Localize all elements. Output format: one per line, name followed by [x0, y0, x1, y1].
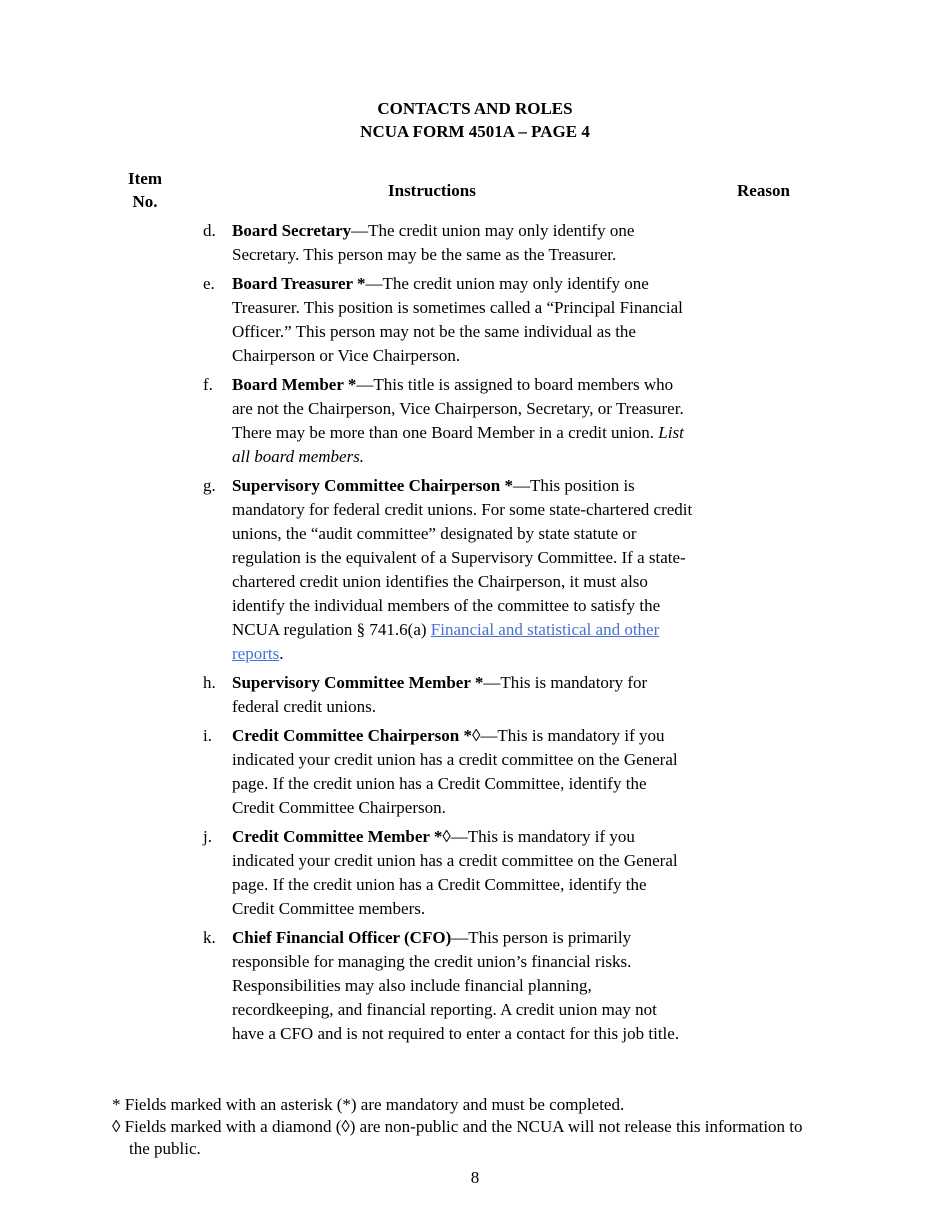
page-title: CONTACTS AND ROLES	[377, 99, 573, 118]
list-item: e. Board Treasurer *—The credit union may only identify one Treasurer. This position is sometimes called a “Principal Financial Officer.” This person may not be the same individual as the Chairperson or Vice Chairperson.	[203, 274, 683, 365]
list-item: f. Board Member *—This title is assigned to board members who are not the Chairperson, Vice Chairperson, Secretary, or Treasurer. There may be more than one Board Member in a credit union. List all board members.	[203, 375, 684, 466]
asterisk-footnote: * Fields marked with an asterisk (*) are mandatory and must be completed.	[112, 1095, 625, 1114]
instruction-list	[203, 219, 693, 1051]
list-item: h. Supervisory Committee Member *—This is mandatory for federal credit unions.	[203, 673, 648, 716]
list-item: d. Board Secretary—The credit union may only identify one Secretary. This person may be the same as the Treasurer.	[203, 221, 635, 264]
list-item: i. Credit Committee Chairperson *◊—This is mandatory if you indicated your credit union has a credit committee on the General page. If the credit union has a Credit Committee, identify the Credit Committee Chairperson.	[203, 726, 678, 817]
list-item: k. Chief Financial Officer (CFO)—This person is primarily responsible for managing the credit union’s financial risks. Responsibilities may also include financial planning, recordkeeping, and financial reporting. A credit union may not have a CFO and is not required to enter a contact for this job title.	[203, 928, 680, 1043]
form-subtitle: NCUA FORM 4501A – PAGE 4	[360, 122, 590, 141]
list-item: g. Supervisory Committee Chairperson *—This position is mandatory for federal credit unions. For some state-chartered credit unions, the “audit committee” designated by state statute or regulation is the equivalent of a Supervisory Committee. If a state-chartered credit union identifies the Chairperson, it must also identify the individual members of the committee to satisfy the NCUA regulation § 741.6(a) Financial and statistical and other reports.	[203, 476, 693, 663]
list-item: j. Credit Committee Member *◊—This is mandatory if you indicated your credit union has a credit committee on the General page. If the credit union has a Credit Committee, identify the Credit Committee members.	[203, 827, 678, 918]
regulation-link[interactable]: Financial and statistical and other reports	[232, 620, 660, 663]
reason-header: Reason	[737, 181, 790, 200]
item-no-header: Item No.	[128, 169, 162, 211]
instructions-header: Instructions	[388, 181, 476, 200]
page-number: 8	[470, 1168, 480, 1187]
diamond-footnote: ◊ Fields marked with a diamond (◊) are non-public and the NCUA will not release this information to the public.	[112, 1117, 803, 1158]
footnotes	[112, 1094, 812, 1160]
